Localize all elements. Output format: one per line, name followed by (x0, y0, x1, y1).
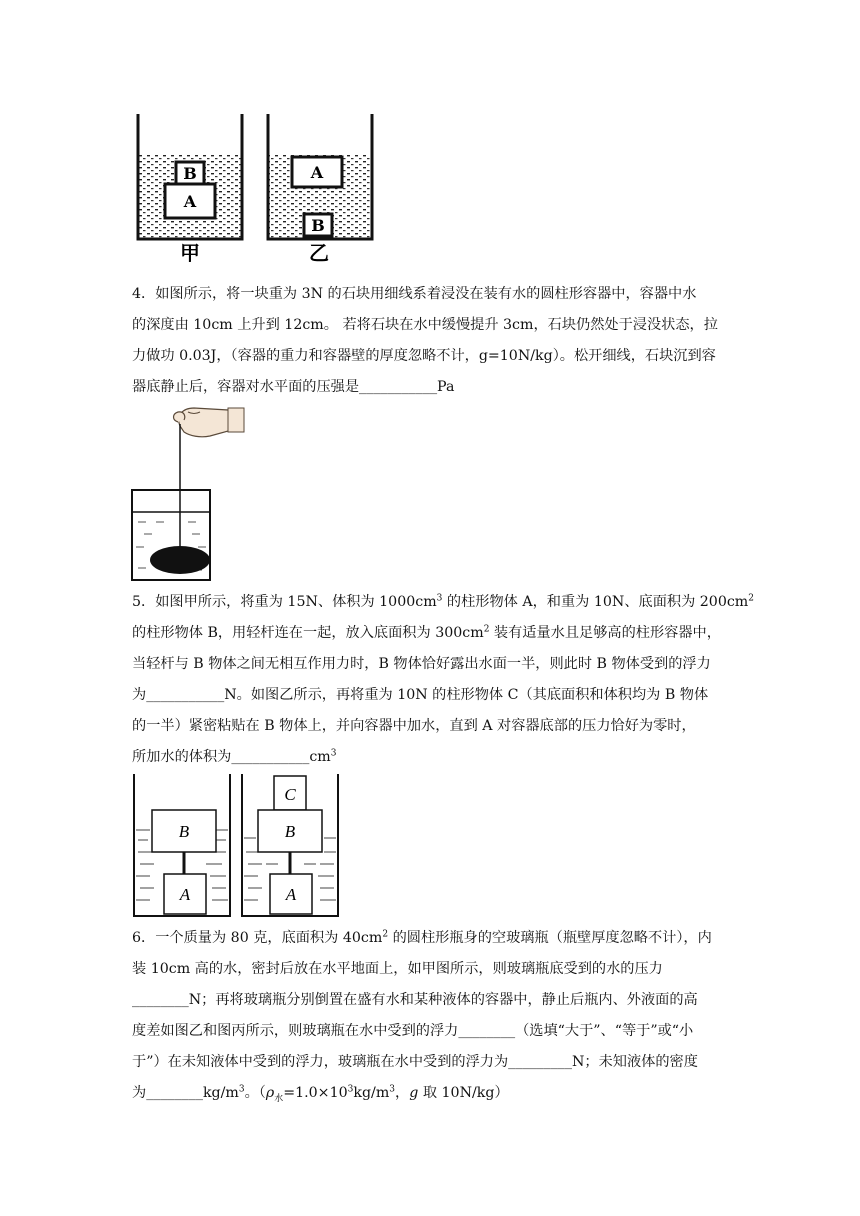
hand-icon (174, 408, 245, 437)
question-6 (132, 923, 732, 1109)
q5-line-6: 所加水的体积为$\_\_\_\_\_\_\_\_\_\_\_cm^3$ (132, 748, 337, 765)
question-4 (132, 279, 732, 403)
figure-stone-in-water (128, 402, 248, 584)
label-b-left: B (178, 822, 190, 841)
label-jia: 甲 (180, 241, 200, 262)
container-jia (137, 114, 244, 239)
label-a-right: A (285, 885, 297, 904)
q6-line-4: 度差如图乙和图丙所示，则玻璃瓶在水中受到的浮力________（选填“大于”、“等于”或“小 (132, 1023, 694, 1039)
q6-line-6: 为$\_\_\_\_\_\_\_\_kg/m^3$。（$\rho_水=1.0\times 10^3kg/m^3$，g 取 10N/kg） (132, 1084, 509, 1104)
q6-line-1: 6．一个质量为 80 克，底面积为 $40cm^2$ 的圆柱形瓶身的空玻璃瓶（瓶壁厚度忽略不计），内 (132, 929, 712, 946)
q6-line-5: 于”）在未知液体中受到的浮力，玻璃瓶在水中受到的浮力为_________N；未知液体的密度 (132, 1054, 698, 1070)
label-a-yi: A (310, 163, 324, 182)
container-right (241, 774, 339, 916)
label-b-yi: B (311, 216, 325, 235)
q5-line-2: 的柱形物体 B，用轻杆连在一起，放入底面积为 $300cm^2$ 装有适量水且足够高的柱形容器中， (132, 624, 721, 641)
container-yi (267, 114, 374, 239)
q4-line-4: 器底静止后，容器对水平面的压强是___________Pa (132, 379, 455, 395)
figure-jia-yi (130, 112, 390, 262)
q5-line-4: 为___________N。如图乙所示，再将重为 10N 的柱形物体 C（其底面积和体积均为 B 物体 (132, 687, 709, 703)
figure-rod-blocks (130, 772, 350, 920)
label-a-left: A (179, 885, 191, 904)
q4-line-1: 4．如图所示，将一块重为 3N 的石块用细线系着浸没在装有水的圆柱形容器中，容器中水 (132, 286, 697, 302)
label-c-right: C (284, 785, 296, 804)
label-yi: 乙 (309, 241, 329, 262)
q6-line-3: ________N；再将玻璃瓶分别倒置在盛有水和某种液体的容器中，静止后瓶内、外液面的高 (132, 992, 698, 1008)
q4-line-3: 力做功 0.03J，（容器的重力和容器壁的厚度忽略不计，g=10N/kg）。松开细线，石块沉到容 (132, 348, 716, 364)
q5-line-5: 的一半）紧密粘贴在 B 物体上，并向容器中加水，直到 A 对容器底部的压力恰好为零时， (132, 718, 696, 734)
stone (150, 546, 210, 574)
q5-line-1: 5．如图甲所示，将重为 15N、体积为 $1000cm^3$ 的柱形物体 A，和重为 10N、底面积为 $200cm^2$ (132, 593, 754, 610)
q5-line-3: 当轻杆与 B 物体之间无相互作用力时，B 物体恰好露出水面一半，则此时 B 物体受到的浮力 (132, 656, 711, 672)
q4-line-2: 的深度由 10cm 上升到 12cm。 若将石块在水中缓慢提升 3cm，石块仍然处于浸没状态，拉 (132, 317, 718, 333)
label-a-jia: A (183, 192, 197, 211)
container-left (133, 774, 231, 916)
question-5 (132, 587, 754, 773)
label-b-right: B (284, 822, 296, 841)
label-b-jia: B (183, 164, 197, 183)
q6-line-2: 装 10cm 高的水，密封后放在水平地面上，如甲图所示，则玻璃瓶底受到的水的压力 (132, 961, 663, 977)
